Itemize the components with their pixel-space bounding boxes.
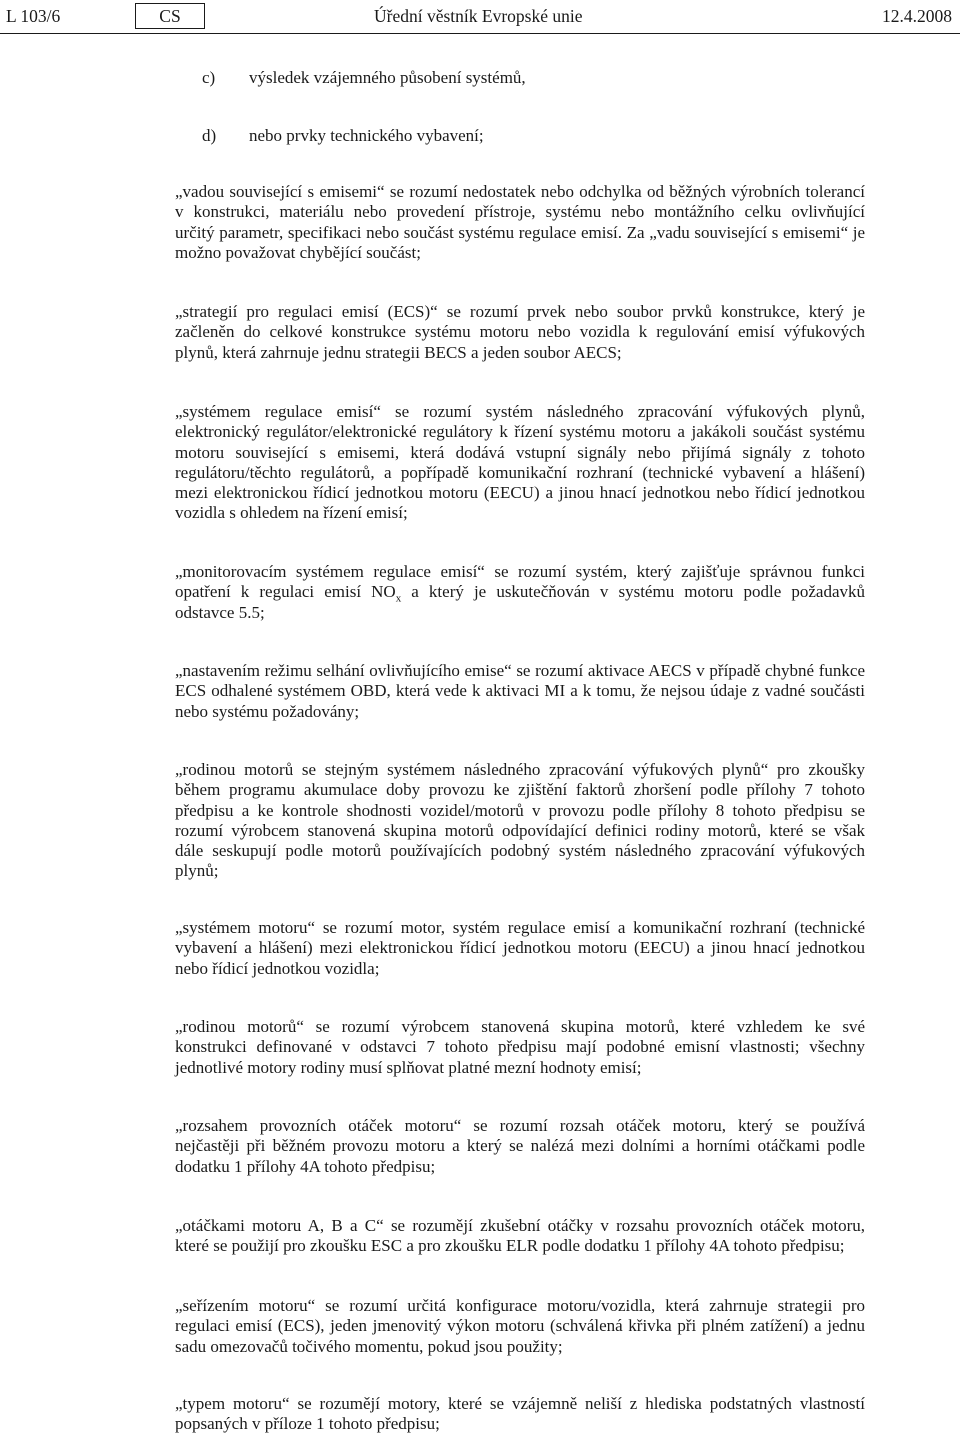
text-line: „systémem motoru“ se rozumí motor, systém regulace emisí a komunikační rozhraní (technické (175, 918, 865, 937)
text-line: „nastavením režimu selhání ovlivňujícího emise“ se rozumí aktivace AECS v případě chybné funkce (175, 661, 865, 680)
list-item-c (202, 68, 526, 88)
text-line: jednotlivé motory rodiny musí splňovat platné mezní hodnoty emisí; (175, 1057, 642, 1077)
definition-engine-system (175, 918, 865, 979)
text-line: „rodinou motorů se stejným systémem následného zpracování výfukových plynů“ pro zkoušky (175, 760, 865, 779)
text-line: elektronický regulátor/elektronické regulátory k řízení systému motoru a jakákoli součást systému (175, 422, 865, 442)
text-line: určitý parametr, specifikaci nebo součást systému regulace emisí. Za „vadu související s emisemi“ je (175, 222, 865, 242)
text-line: regulátoru/těchto regulátorů, a popřípadě komunikační rozhraní (technické vybavení a hlášení) (175, 462, 865, 482)
text-line: dodatku 1 přílohy 4A tohoto předpisu; (175, 1156, 436, 1176)
page-header (0, 0, 960, 36)
text-line: „strategií pro regulaci emisí (ECS)“ se rozumí prvek nebo soubor prvků konstrukce, který je (175, 302, 865, 321)
list-label: d) (202, 126, 217, 145)
text-line: v konstrukci, materiálu nebo provedení přístroje, systému nebo montážního celku ovlivňující (175, 202, 865, 222)
text-line: konstrukci definované v odstavci 7 tohoto předpisu mají podobné emisní vlastnosti; všechny (175, 1037, 865, 1057)
definition-engine-type (175, 1394, 865, 1435)
definition-engine-speeds-abc (175, 1216, 865, 1257)
journal-title: Úřední věstník Evropské unie (374, 6, 583, 26)
text-line: mezi elektronickou řídicí jednotkou motoru (EECU) a jinou hnací jednotkou nebo řídicí jednotkou (175, 483, 865, 503)
text-line: popsaných v příloze 1 tohoto předpisu; (175, 1414, 440, 1434)
text-line: nejčastěji při běžném provozu motoru a který se nalézá mezi dolními a horními otáčkami podle (175, 1136, 865, 1156)
definition-failure-mode (175, 661, 865, 722)
text-line: nebo systému požadovány; (175, 701, 360, 721)
text-line: „rodinou motorů“ se rozumí výrobcem stanovená skupina motorů, které vzhledem ke své (175, 1017, 865, 1036)
text-line: možno považovat chybějící součást; (175, 242, 421, 262)
header-divider (0, 33, 960, 34)
text-line: ECS odhalené systémem OBD, která vede k aktivaci MI a k tomu, že nejsou údaje z vadné součásti (175, 681, 865, 701)
definition-engine-speed-range (175, 1116, 865, 1177)
page-reference: L 103/6 (6, 6, 61, 26)
definition-aftertreatment-family (175, 760, 865, 882)
text-line: „rozsahem provozních otáček motoru“ se rozumí rozsah otáček motoru, který se používá (175, 1116, 865, 1135)
list-item-d (202, 126, 484, 146)
definition-emission-defect (175, 182, 865, 263)
text-line: nebo řídicí jednotkou vozidla; (175, 958, 380, 978)
definition-monitoring-system (175, 562, 865, 623)
text-line: regulaci emisí (ECS), jeden jmenovitý výkon motoru (schválená křivka při plném zatížení) a jednu (175, 1316, 865, 1336)
text-line: „monitorovacím systémem regulace emisí“ se rozumí systém, který zajišťuje správnou funkci (175, 562, 865, 581)
text-line: „otáčkami motoru A, B a C“ se rozumějí zkušební otáčky v rozsahu provozních otáček motoru, (175, 1216, 865, 1235)
definition-engine-setting (175, 1296, 865, 1357)
definition-ecs (175, 302, 865, 363)
text-line: plynů; (175, 861, 219, 881)
text-line: které se použijí pro zkoušku ESC a pro zkoušku ELR podle dodatku 1 přílohy 4A tohoto předpisu; (175, 1236, 845, 1256)
language-code-box: CS (135, 3, 205, 29)
text-line: během programu akumulace doby provozu ke zjištění faktorů zhoršení podle přílohy 7 tohoto (175, 780, 865, 800)
list-label: c) (202, 68, 216, 87)
subscript-x: x (395, 592, 402, 605)
text-line: motoru související s emisemi, která dodává vstupní signály nebo přijímá signály z tohoto (175, 442, 865, 462)
text-line: „systémem regulace emisí“ se rozumí systém následného zpracování výfukových plynů, (175, 402, 865, 421)
text-line: vybavení a hlášení) mezi elektronickou řídicí jednotkou motoru (EECU) a jinou hnací jednotkou (175, 938, 865, 958)
text-line: začleněn do celkové konstrukce systému motoru nebo vozidla k regulování emisí výfukových (175, 322, 865, 342)
text-line: odstavce 5.5; (175, 602, 265, 622)
text-line: dále seskupují podle motorů používajících podobný systém následného zpracování výfukových (175, 841, 865, 861)
list-text: nebo prvky technického vybavení; (249, 126, 484, 145)
definition-emission-control-system (175, 402, 865, 524)
definition-engine-family (175, 1017, 865, 1078)
text-line: „vadou související s emisemi“ se rozumí nedostatek nebo odchylka od běžných výrobních tolerancí (175, 182, 865, 201)
text-line: sadu omezovačů točivého momentu, pokud jsou použity; (175, 1336, 563, 1356)
text-line: opatření k regulaci emisí $NO_x$ a který je uskutečňován v systému motoru podle požadavků (175, 582, 865, 605)
text-line: „typem motoru“ se rozumějí motory, které se vzájemně neliší z hlediska podstatných vlastností (175, 1394, 865, 1413)
text-line: rozumí výrobcem stanovená skupina motorů odpovídající definici rodiny motorů, které se však (175, 820, 865, 840)
text-line: plynů, která zahrnuje jednu strategii BECS a jeden soubor AECS; (175, 342, 622, 362)
text-line: „seřízením motoru“ se rozumí určitá konfigurace motoru/vozidla, která zahrnuje strategii pro (175, 1296, 865, 1315)
list-text: výsledek vzájemného působení systémů, (249, 68, 526, 87)
text-line: předpisu a ke kontrole shodnosti vozidel/motorů v provozu podle přílohy 8 tohoto předpisu se (175, 800, 865, 820)
publication-date: 12.4.2008 (882, 6, 952, 26)
text-line: vozidla s ohledem na řízení emisí; (175, 503, 408, 523)
